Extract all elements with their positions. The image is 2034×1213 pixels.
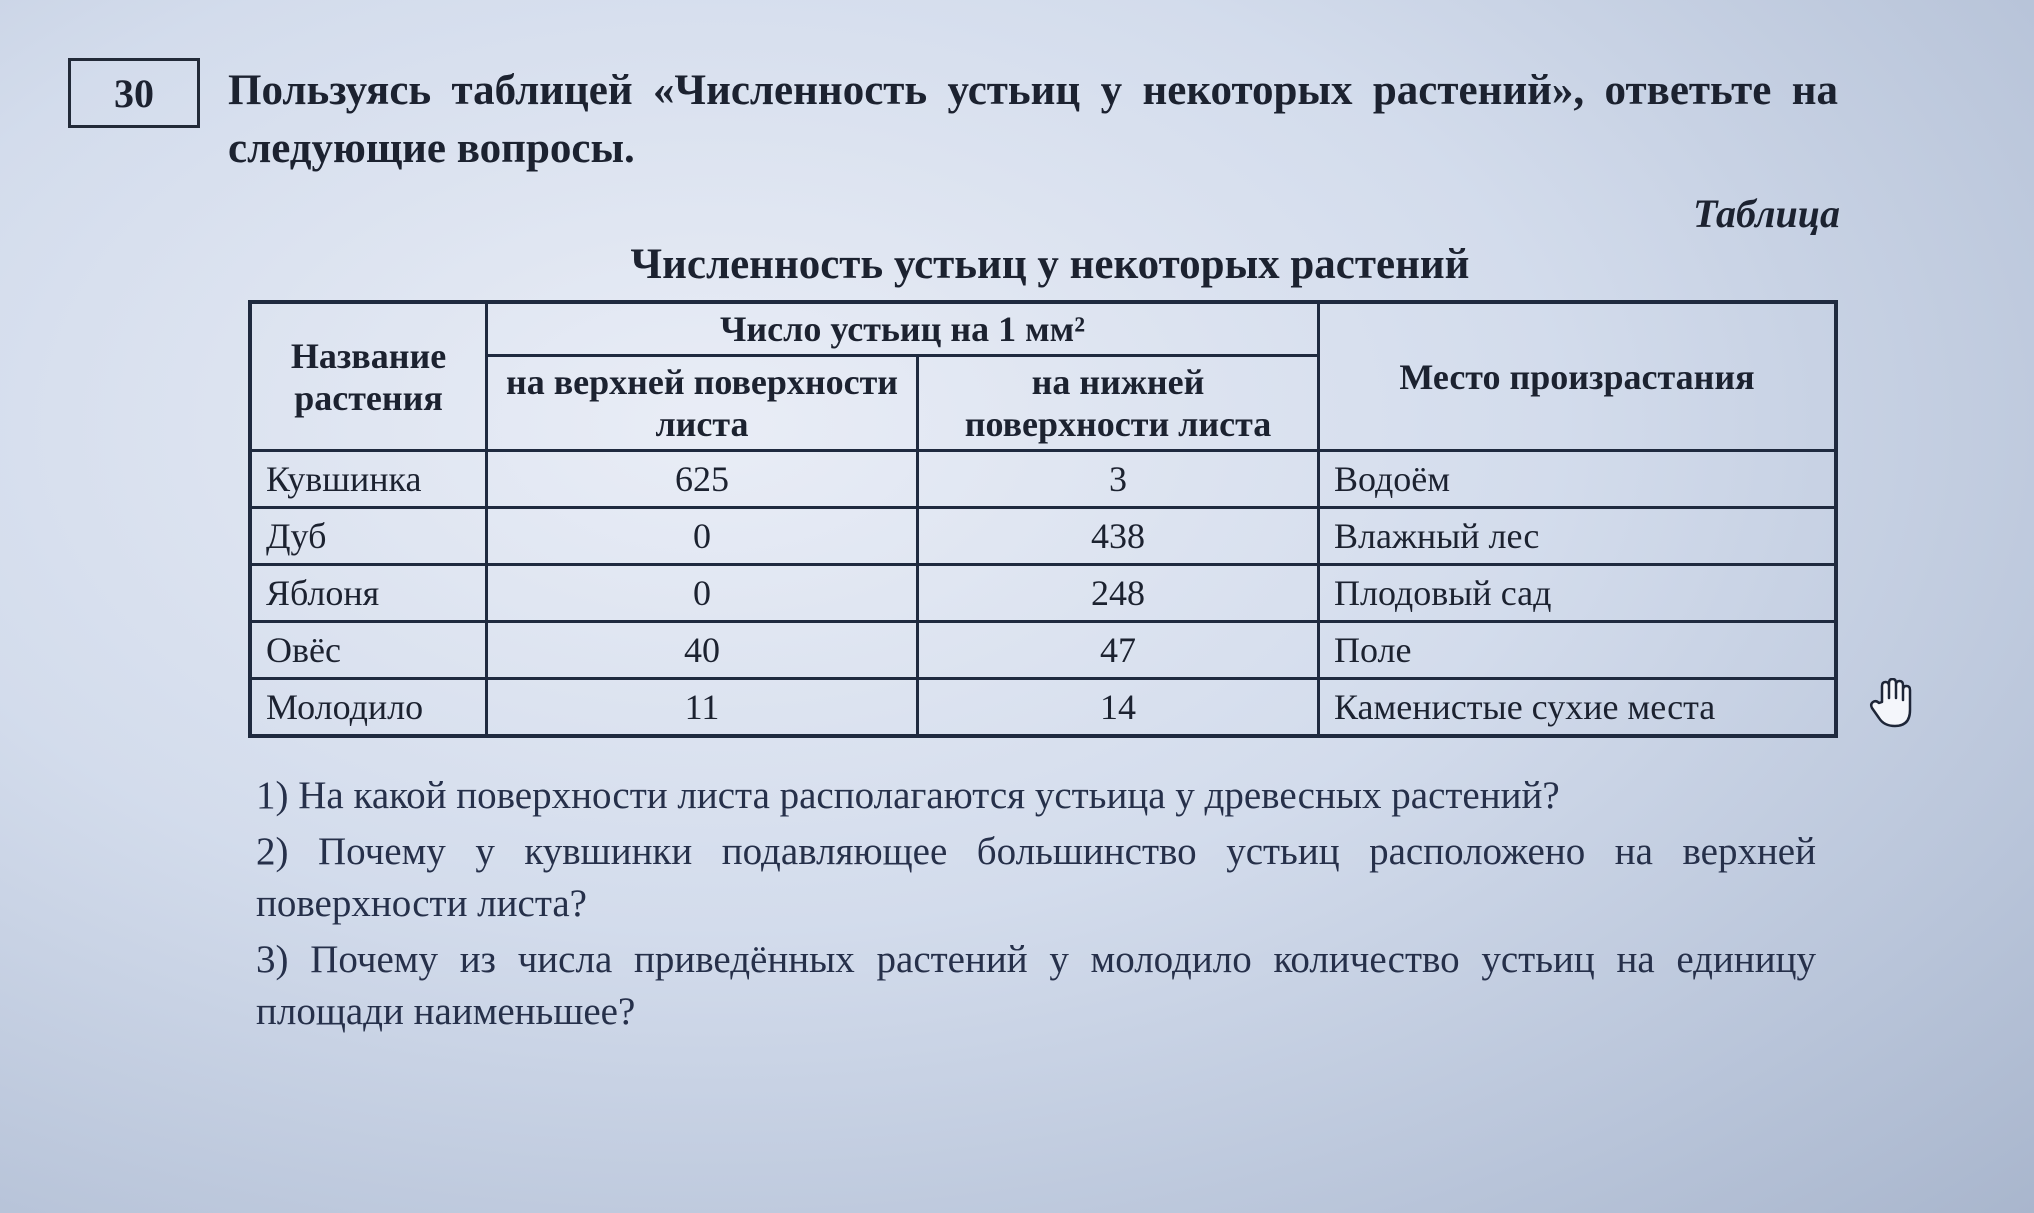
table-header-row <box>250 302 1836 356</box>
stomata-table <box>248 300 1838 738</box>
plant-name-cell: Дуб <box>250 508 487 565</box>
header-stomata-count: Число устьиц на 1 мм² <box>487 302 1319 356</box>
lower-count-cell: 3 <box>918 451 1319 508</box>
header-upper-surface: на верхней поверхности листа <box>487 356 918 451</box>
table-row <box>250 565 1836 622</box>
lower-count-cell: 248 <box>918 565 1319 622</box>
plant-name-cell: Молодило <box>250 679 487 737</box>
plant-name-cell: Овёс <box>250 622 487 679</box>
header-habitat: Место произрастания <box>1319 302 1837 451</box>
task-text: Пользуясь таблицей «Численность устьиц у некоторых растений», ответьте на следующие вопросы. <box>228 67 1838 172</box>
lower-count-cell: 47 <box>918 622 1319 679</box>
habitat-cell: Влажный лес <box>1319 508 1837 565</box>
upper-count-cell: 0 <box>487 565 918 622</box>
questions-list <box>256 770 1816 1042</box>
table-row <box>250 508 1836 565</box>
table-row <box>250 679 1836 737</box>
table-row <box>250 451 1836 508</box>
question-1: 1) На какой поверхности листа располагаются устьица у древесных растений? <box>256 774 1560 817</box>
upper-count-cell: 0 <box>487 508 918 565</box>
question-3: 3) Почему из числа приведённых растений у молодило количество устьиц на единицу площади наименьшее? <box>256 938 1816 1033</box>
question-2: 2) Почему у кувшинки подавляющее большинство устьиц расположено на верхней поверхности листа? <box>256 830 1816 925</box>
table-title: Численность устьиц у некоторых растений <box>630 241 1470 288</box>
header-lower-surface: на нижней поверхности листа <box>918 356 1319 451</box>
table-row <box>250 622 1836 679</box>
habitat-cell: Плодовый сад <box>1319 565 1837 622</box>
table-caption: Таблица <box>1693 191 1840 236</box>
habitat-cell: Водоём <box>1319 451 1837 508</box>
habitat-cell: Поле <box>1319 622 1837 679</box>
plant-name-cell: Яблоня <box>250 565 487 622</box>
habitat-cell: Каменистые сухие места <box>1319 679 1837 737</box>
plant-name-cell: Кувшинка <box>250 451 487 508</box>
upper-count-cell: 40 <box>487 622 918 679</box>
lower-count-cell: 14 <box>918 679 1319 737</box>
hand-pointer-icon <box>1868 678 1914 730</box>
upper-count-cell: 625 <box>487 451 918 508</box>
task-number: 30 <box>68 58 200 128</box>
header-plant-name: Название растения <box>250 302 487 451</box>
upper-count-cell: 11 <box>487 679 918 737</box>
lower-count-cell: 438 <box>918 508 1319 565</box>
